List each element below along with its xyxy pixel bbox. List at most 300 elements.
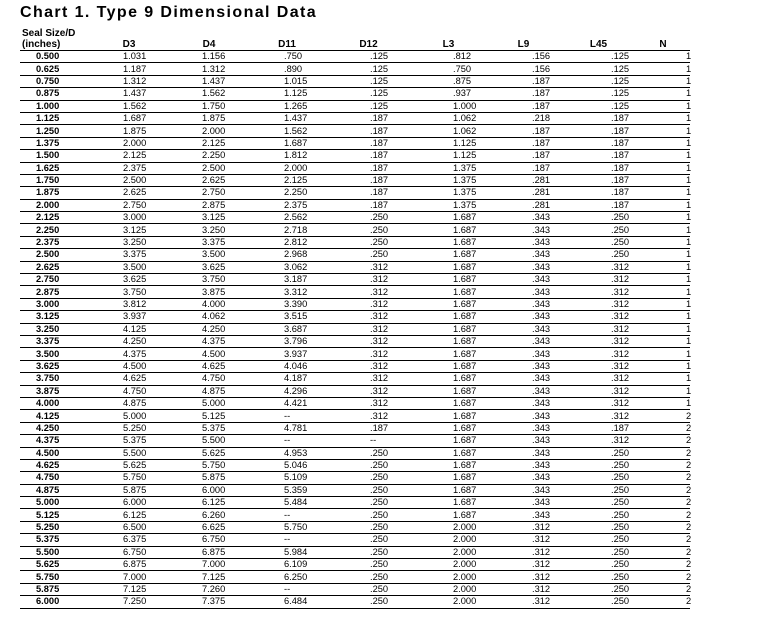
table-cell: 2.750 bbox=[88, 199, 170, 211]
seal-size-cell: 4.500 bbox=[20, 447, 88, 459]
table-cell: .937 bbox=[411, 88, 486, 100]
seal-size-cell: 3.250 bbox=[20, 323, 88, 335]
table-cell: .250 bbox=[326, 212, 411, 224]
table-cell: .125 bbox=[561, 51, 636, 63]
seal-size-cell: 1.625 bbox=[20, 162, 88, 174]
seal-size-cell: 2.375 bbox=[20, 236, 88, 248]
table-cell: 2.000 bbox=[248, 162, 326, 174]
table-cell: 2.625 bbox=[170, 174, 248, 186]
table-row bbox=[20, 360, 690, 372]
seal-size-cell: 0.750 bbox=[20, 75, 88, 87]
table-cell: 2.000 bbox=[411, 534, 486, 546]
table-cell: 1 bbox=[636, 212, 690, 224]
table-cell: .312 bbox=[561, 323, 636, 335]
table-cell: .250 bbox=[561, 534, 636, 546]
seal-size-cell: 1.875 bbox=[20, 187, 88, 199]
table-row bbox=[20, 311, 690, 323]
table-row bbox=[20, 583, 690, 595]
table-cell: 1.687 bbox=[411, 298, 486, 310]
table-cell: 4.062 bbox=[170, 311, 248, 323]
table-cell: .250 bbox=[326, 509, 411, 521]
seal-size-cell: 3.500 bbox=[20, 348, 88, 360]
seal-size-cell: 5.125 bbox=[20, 509, 88, 521]
table-cell: 1.687 bbox=[411, 249, 486, 261]
table-cell: .250 bbox=[561, 459, 636, 471]
table-cell: 1 bbox=[636, 125, 690, 137]
table-cell: .343 bbox=[486, 385, 561, 397]
table-cell: .312 bbox=[486, 546, 561, 558]
table-cell: .312 bbox=[561, 385, 636, 397]
seal-size-cell: 3.125 bbox=[20, 311, 88, 323]
table-cell: -- bbox=[248, 509, 326, 521]
table-cell: 1.265 bbox=[248, 100, 326, 112]
table-cell: 2.000 bbox=[411, 596, 486, 608]
table-row bbox=[20, 88, 690, 100]
table-cell: 1 bbox=[636, 286, 690, 298]
table-cell: 1.687 bbox=[411, 509, 486, 521]
col-header-l45: L45 bbox=[561, 25, 636, 51]
table-cell: .812 bbox=[411, 51, 486, 63]
table-cell: .250 bbox=[561, 249, 636, 261]
table-cell: 1.000 bbox=[411, 100, 486, 112]
table-cell: 4.625 bbox=[170, 360, 248, 372]
table-cell: .187 bbox=[326, 422, 411, 434]
table-cell: .875 bbox=[411, 75, 486, 87]
table-cell: 4.953 bbox=[248, 447, 326, 459]
table-cell: .343 bbox=[486, 236, 561, 248]
table-cell: -- bbox=[326, 435, 411, 447]
table-cell: .343 bbox=[486, 261, 561, 273]
seal-size-cell: 0.625 bbox=[20, 63, 88, 75]
seal-size-cell: 4.375 bbox=[20, 435, 88, 447]
table-cell: 3.750 bbox=[88, 286, 170, 298]
table-cell: 2.125 bbox=[88, 150, 170, 162]
table-cell: 1 bbox=[636, 51, 690, 63]
table-cell: 1.312 bbox=[88, 75, 170, 87]
table-cell: 5.750 bbox=[248, 521, 326, 533]
table-cell: 1 bbox=[636, 224, 690, 236]
table-cell: 3.062 bbox=[248, 261, 326, 273]
table-cell: .187 bbox=[561, 174, 636, 186]
table-row bbox=[20, 459, 690, 471]
table-cell: 1.687 bbox=[411, 397, 486, 409]
table-cell: 7.260 bbox=[170, 583, 248, 595]
table-cell: 3.625 bbox=[170, 261, 248, 273]
table-cell: 4.000 bbox=[170, 298, 248, 310]
table-cell: .312 bbox=[326, 410, 411, 422]
table-row bbox=[20, 224, 690, 236]
table-cell: .343 bbox=[486, 360, 561, 372]
table-cell: 2.000 bbox=[411, 583, 486, 595]
table-cell: .343 bbox=[486, 435, 561, 447]
table-cell: 1.687 bbox=[411, 311, 486, 323]
table-cell: .312 bbox=[561, 298, 636, 310]
table-cell: .125 bbox=[326, 51, 411, 63]
table-cell: 1.687 bbox=[411, 447, 486, 459]
table-cell: 2.375 bbox=[88, 162, 170, 174]
table-row bbox=[20, 323, 690, 335]
table-row bbox=[20, 298, 690, 310]
table-cell: 4.750 bbox=[88, 385, 170, 397]
table-cell: 2.750 bbox=[170, 187, 248, 199]
table-cell: .343 bbox=[486, 323, 561, 335]
table-cell: 5.375 bbox=[170, 422, 248, 434]
table-cell: 6.875 bbox=[170, 546, 248, 558]
table-cell: 1.875 bbox=[88, 125, 170, 137]
seal-size-cell: 2.500 bbox=[20, 249, 88, 261]
table-cell: 5.484 bbox=[248, 497, 326, 509]
table-cell: .343 bbox=[486, 447, 561, 459]
table-cell: 1 bbox=[636, 75, 690, 87]
table-cell: 6.000 bbox=[170, 484, 248, 496]
seal-size-cell: 4.125 bbox=[20, 410, 88, 422]
table-cell: 2.562 bbox=[248, 212, 326, 224]
table-row bbox=[20, 174, 690, 186]
table-cell: 5.125 bbox=[170, 410, 248, 422]
table-cell: .250 bbox=[326, 596, 411, 608]
table-cell: 1.687 bbox=[88, 112, 170, 124]
table-cell: 2.500 bbox=[88, 174, 170, 186]
table-cell: .343 bbox=[486, 286, 561, 298]
table-cell: 2.000 bbox=[411, 571, 486, 583]
table-cell: 1.687 bbox=[411, 348, 486, 360]
seal-size-cell: 0.500 bbox=[20, 51, 88, 63]
table-cell: 4.750 bbox=[170, 373, 248, 385]
table-cell: 1.687 bbox=[411, 410, 486, 422]
table-cell: 1.062 bbox=[411, 112, 486, 124]
table-cell: 1.375 bbox=[411, 199, 486, 211]
table-cell: .187 bbox=[486, 75, 561, 87]
table-cell: 1 bbox=[636, 323, 690, 335]
table-cell: .250 bbox=[326, 236, 411, 248]
table-cell: .156 bbox=[486, 63, 561, 75]
table-cell: 1 bbox=[636, 162, 690, 174]
table-cell: .250 bbox=[561, 224, 636, 236]
table-row bbox=[20, 571, 690, 583]
table-cell: 7.000 bbox=[170, 559, 248, 571]
table-cell: 2 bbox=[636, 534, 690, 546]
table-cell: .343 bbox=[486, 335, 561, 347]
table-cell: 2 bbox=[636, 559, 690, 571]
table-cell: .250 bbox=[561, 596, 636, 608]
table-cell: 1.687 bbox=[411, 385, 486, 397]
table-cell: 4.250 bbox=[88, 335, 170, 347]
table-cell: .125 bbox=[561, 63, 636, 75]
table-cell: 4.781 bbox=[248, 422, 326, 434]
table-row bbox=[20, 274, 690, 286]
seal-size-cell: 5.250 bbox=[20, 521, 88, 533]
table-row bbox=[20, 422, 690, 434]
table-cell: .281 bbox=[486, 187, 561, 199]
table-cell: 1 bbox=[636, 236, 690, 248]
table-cell: 2.000 bbox=[88, 137, 170, 149]
seal-size-cell: 3.625 bbox=[20, 360, 88, 372]
table-cell: .125 bbox=[561, 88, 636, 100]
table-cell: .250 bbox=[326, 521, 411, 533]
dimensional-data-table bbox=[20, 25, 690, 609]
table-cell: .343 bbox=[486, 397, 561, 409]
table-cell: .250 bbox=[561, 497, 636, 509]
table-row bbox=[20, 497, 690, 509]
col-header-l9: L9 bbox=[486, 25, 561, 51]
table-cell: 1.687 bbox=[411, 274, 486, 286]
table-cell: 1 bbox=[636, 150, 690, 162]
table-cell: 3.687 bbox=[248, 323, 326, 335]
header-row bbox=[20, 25, 690, 51]
table-cell: .312 bbox=[486, 583, 561, 595]
table-cell: 3.125 bbox=[170, 212, 248, 224]
table-cell: 1 bbox=[636, 385, 690, 397]
table-cell: .250 bbox=[561, 571, 636, 583]
seal-size-cell: 2.625 bbox=[20, 261, 88, 273]
table-cell: 6.625 bbox=[170, 521, 248, 533]
table-cell: 1.015 bbox=[248, 75, 326, 87]
table-cell: .250 bbox=[561, 212, 636, 224]
table-cell: 1.687 bbox=[411, 497, 486, 509]
seal-size-cell: 5.625 bbox=[20, 559, 88, 571]
table-cell: 2 bbox=[636, 497, 690, 509]
table-cell: 1.125 bbox=[411, 150, 486, 162]
table-cell: .187 bbox=[561, 125, 636, 137]
table-cell: .343 bbox=[486, 348, 561, 360]
table-cell: .312 bbox=[561, 410, 636, 422]
table-cell: 2 bbox=[636, 459, 690, 471]
table-cell: 3.000 bbox=[88, 212, 170, 224]
table-cell: .187 bbox=[326, 174, 411, 186]
table-cell: .187 bbox=[326, 199, 411, 211]
table-cell: 2 bbox=[636, 422, 690, 434]
table-cell: .343 bbox=[486, 249, 561, 261]
table-cell: 1 bbox=[636, 397, 690, 409]
table-cell: .250 bbox=[326, 459, 411, 471]
seal-size-cell: 2.125 bbox=[20, 212, 88, 224]
table-cell: 6.250 bbox=[248, 571, 326, 583]
table-cell: .343 bbox=[486, 373, 561, 385]
table-row bbox=[20, 410, 690, 422]
table-cell: .312 bbox=[326, 274, 411, 286]
table-cell: .343 bbox=[486, 274, 561, 286]
table-row bbox=[20, 385, 690, 397]
seal-size-cell: 4.750 bbox=[20, 472, 88, 484]
table-cell: .187 bbox=[326, 112, 411, 124]
table-cell: 2 bbox=[636, 435, 690, 447]
table-cell: 7.125 bbox=[170, 571, 248, 583]
table-row bbox=[20, 212, 690, 224]
table-cell: 1.875 bbox=[170, 112, 248, 124]
table-cell: 5.359 bbox=[248, 484, 326, 496]
table-cell: 1.687 bbox=[411, 236, 486, 248]
table-cell: 2.718 bbox=[248, 224, 326, 236]
table-cell: 5.875 bbox=[170, 472, 248, 484]
table-cell: .750 bbox=[411, 63, 486, 75]
table-cell: 3.375 bbox=[170, 236, 248, 248]
table-row bbox=[20, 472, 690, 484]
table-cell: 1.687 bbox=[411, 435, 486, 447]
table-row bbox=[20, 187, 690, 199]
table-cell: -- bbox=[248, 534, 326, 546]
table-cell: .312 bbox=[486, 521, 561, 533]
table-cell: 3.937 bbox=[248, 348, 326, 360]
table-cell: 6.484 bbox=[248, 596, 326, 608]
table-cell: 1.156 bbox=[170, 51, 248, 63]
table-row bbox=[20, 521, 690, 533]
table-cell: .281 bbox=[486, 199, 561, 211]
seal-size-cell: 3.875 bbox=[20, 385, 88, 397]
table-cell: .187 bbox=[486, 137, 561, 149]
table-cell: 3.812 bbox=[88, 298, 170, 310]
table-cell: 1.375 bbox=[411, 162, 486, 174]
table-cell: 3.937 bbox=[88, 311, 170, 323]
table-row bbox=[20, 447, 690, 459]
table-cell: 2 bbox=[636, 472, 690, 484]
table-cell: .312 bbox=[561, 435, 636, 447]
table-cell: .125 bbox=[326, 63, 411, 75]
table-cell: 6.750 bbox=[88, 546, 170, 558]
table-cell: 1 bbox=[636, 187, 690, 199]
table-cell: .312 bbox=[561, 335, 636, 347]
table-cell: 3.250 bbox=[88, 236, 170, 248]
table-cell: .250 bbox=[326, 497, 411, 509]
table-cell: 4.421 bbox=[248, 397, 326, 409]
table-cell: 6.500 bbox=[88, 521, 170, 533]
table-cell: 1 bbox=[636, 274, 690, 286]
table-cell: 3.187 bbox=[248, 274, 326, 286]
table-cell: .187 bbox=[561, 199, 636, 211]
table-cell: 2.125 bbox=[248, 174, 326, 186]
table-cell: .890 bbox=[248, 63, 326, 75]
table-cell: 5.625 bbox=[88, 459, 170, 471]
table-cell: .312 bbox=[561, 348, 636, 360]
table-cell: 1.687 bbox=[248, 137, 326, 149]
table-cell: .312 bbox=[326, 373, 411, 385]
col-header-d11: D11 bbox=[248, 25, 326, 51]
table-cell: 1 bbox=[636, 199, 690, 211]
table-cell: 1 bbox=[636, 249, 690, 261]
table-cell: .125 bbox=[326, 100, 411, 112]
seal-size-cell: 6.000 bbox=[20, 596, 88, 608]
table-cell: .250 bbox=[561, 546, 636, 558]
table-cell: 1 bbox=[636, 261, 690, 273]
table-cell: 2 bbox=[636, 571, 690, 583]
table-cell: -- bbox=[248, 583, 326, 595]
table-cell: .125 bbox=[326, 75, 411, 87]
table-cell: .187 bbox=[561, 187, 636, 199]
col-header-d4: D4 bbox=[170, 25, 248, 51]
table-cell: .125 bbox=[561, 100, 636, 112]
table-cell: .125 bbox=[326, 88, 411, 100]
table-cell: 3.500 bbox=[170, 249, 248, 261]
seal-size-cell: 5.500 bbox=[20, 546, 88, 558]
table-cell: .218 bbox=[486, 112, 561, 124]
table-cell: .187 bbox=[561, 112, 636, 124]
table-cell: 3.250 bbox=[170, 224, 248, 236]
table-cell: .312 bbox=[561, 274, 636, 286]
table-cell: 2.625 bbox=[88, 187, 170, 199]
table-cell: 7.125 bbox=[88, 583, 170, 595]
table-cell: .250 bbox=[326, 484, 411, 496]
table-cell: 5.000 bbox=[170, 397, 248, 409]
table-cell: 2.000 bbox=[411, 521, 486, 533]
table-cell: 1.562 bbox=[248, 125, 326, 137]
table-cell: .343 bbox=[486, 422, 561, 434]
table-cell: 3.500 bbox=[88, 261, 170, 273]
table-cell: 2.875 bbox=[170, 199, 248, 211]
table-cell: 5.750 bbox=[170, 459, 248, 471]
table-cell: .187 bbox=[326, 187, 411, 199]
seal-size-cell: 3.000 bbox=[20, 298, 88, 310]
seal-size-cell: 1.000 bbox=[20, 100, 88, 112]
table-cell: 2 bbox=[636, 583, 690, 595]
table-cell: .250 bbox=[561, 484, 636, 496]
table-cell: 3.750 bbox=[170, 274, 248, 286]
table-cell: 1.562 bbox=[170, 88, 248, 100]
table-cell: .343 bbox=[486, 472, 561, 484]
table-cell: .281 bbox=[486, 174, 561, 186]
seal-size-cell: 4.625 bbox=[20, 459, 88, 471]
table-cell: 1.062 bbox=[411, 125, 486, 137]
table-row bbox=[20, 261, 690, 273]
table-cell: 1.562 bbox=[88, 100, 170, 112]
table-cell: 3.125 bbox=[88, 224, 170, 236]
table-cell: 6.750 bbox=[170, 534, 248, 546]
table-cell: 3.312 bbox=[248, 286, 326, 298]
table-row bbox=[20, 335, 690, 347]
seal-size-cell: 1.750 bbox=[20, 174, 88, 186]
table-cell: 6.000 bbox=[88, 497, 170, 509]
table-cell: -- bbox=[248, 435, 326, 447]
table-row bbox=[20, 150, 690, 162]
table-cell: .250 bbox=[561, 509, 636, 521]
col-header-d12: D12 bbox=[326, 25, 411, 51]
table-row bbox=[20, 112, 690, 124]
chart-title: Chart 1. Type 9 Dimensional Data bbox=[20, 4, 318, 21]
table-cell: .187 bbox=[561, 162, 636, 174]
table-row bbox=[20, 75, 690, 87]
table-cell: 3.390 bbox=[248, 298, 326, 310]
table-cell: .187 bbox=[561, 150, 636, 162]
table-cell: .250 bbox=[561, 236, 636, 248]
table-cell: .187 bbox=[486, 162, 561, 174]
table-cell: .312 bbox=[326, 348, 411, 360]
table-row bbox=[20, 125, 690, 137]
table-cell: 1.687 bbox=[411, 422, 486, 434]
col-header-seal-size: Seal Size/D (inches) bbox=[20, 25, 88, 51]
table-cell: 4.250 bbox=[170, 323, 248, 335]
table-cell: 5.500 bbox=[170, 435, 248, 447]
table-cell: 4.625 bbox=[88, 373, 170, 385]
table-cell: 2 bbox=[636, 484, 690, 496]
table-cell: 4.296 bbox=[248, 385, 326, 397]
seal-size-cell: 4.875 bbox=[20, 484, 88, 496]
table-row bbox=[20, 199, 690, 211]
table-cell: .250 bbox=[561, 472, 636, 484]
table-cell: .250 bbox=[326, 249, 411, 261]
table-cell: 7.375 bbox=[170, 596, 248, 608]
table-cell: .343 bbox=[486, 484, 561, 496]
table-cell: .312 bbox=[326, 360, 411, 372]
table-cell: 2.000 bbox=[411, 559, 486, 571]
table-cell: .343 bbox=[486, 311, 561, 323]
table-cell: 5.625 bbox=[170, 447, 248, 459]
seal-size-cell: 5.375 bbox=[20, 534, 88, 546]
seal-size-cell: 2.875 bbox=[20, 286, 88, 298]
table-body bbox=[20, 51, 690, 609]
table-cell: .312 bbox=[326, 298, 411, 310]
seal-size-cell: 5.750 bbox=[20, 571, 88, 583]
table-cell: 1.687 bbox=[411, 286, 486, 298]
table-cell: 1.750 bbox=[170, 100, 248, 112]
table-cell: .156 bbox=[486, 51, 561, 63]
